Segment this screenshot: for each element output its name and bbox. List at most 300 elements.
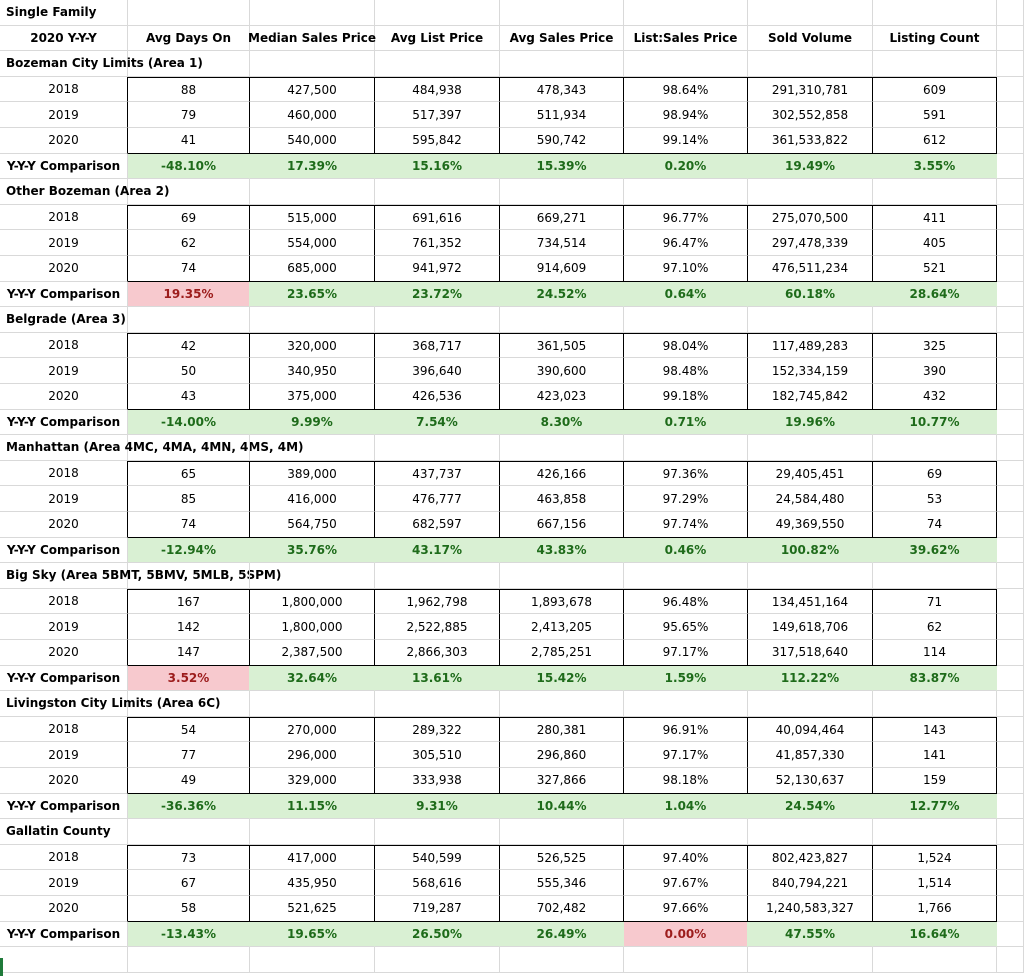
- column-header-cell[interactable]: Avg List Price: [375, 26, 500, 52]
- comparison-cell[interactable]: 0.46%: [624, 538, 748, 564]
- data-cell[interactable]: 49,369,550: [748, 512, 873, 538]
- data-cell[interactable]: 517,397: [375, 102, 500, 128]
- empty-cell[interactable]: [500, 179, 624, 205]
- data-cell[interactable]: 305,510: [375, 742, 500, 768]
- data-cell[interactable]: 65: [128, 461, 250, 487]
- comparison-cell[interactable]: 60.18%: [748, 282, 873, 308]
- empty-cell[interactable]: [128, 563, 250, 589]
- empty-cell[interactable]: [624, 307, 748, 333]
- data-cell[interactable]: 97.40%: [624, 845, 748, 871]
- comparison-cell[interactable]: 100.82%: [748, 538, 873, 564]
- data-cell[interactable]: 2,387,500: [250, 640, 375, 666]
- empty-cell[interactable]: [500, 819, 624, 845]
- data-cell[interactable]: 612: [873, 128, 997, 154]
- data-cell[interactable]: 52,130,637: [748, 768, 873, 794]
- data-cell[interactable]: 941,972: [375, 256, 500, 282]
- section-title-cell[interactable]: Bozeman City Limits (Area 1): [0, 51, 128, 77]
- data-cell[interactable]: 74: [873, 512, 997, 538]
- comparison-cell[interactable]: 11.15%: [250, 794, 375, 820]
- empty-cell[interactable]: [873, 179, 997, 205]
- data-cell[interactable]: 476,511,234: [748, 256, 873, 282]
- data-cell[interactable]: 99.18%: [624, 384, 748, 410]
- data-cell[interactable]: 595,842: [375, 128, 500, 154]
- empty-cell[interactable]: [873, 51, 997, 77]
- data-cell[interactable]: 95.65%: [624, 614, 748, 640]
- comparison-cell[interactable]: 26.50%: [375, 922, 500, 948]
- comparison-cell[interactable]: 23.65%: [250, 282, 375, 308]
- comparison-cell[interactable]: 23.72%: [375, 282, 500, 308]
- empty-cell[interactable]: [997, 922, 1024, 948]
- data-cell[interactable]: 568,616: [375, 870, 500, 896]
- comparison-cell[interactable]: -36.36%: [128, 794, 250, 820]
- comparison-cell-flagged[interactable]: 19.35%: [128, 282, 250, 308]
- empty-cell[interactable]: [748, 819, 873, 845]
- data-cell[interactable]: 98.18%: [624, 768, 748, 794]
- comparison-cell[interactable]: 15.42%: [500, 666, 624, 692]
- comparison-label-cell[interactable]: Y-Y-Y Comparison: [0, 410, 128, 436]
- data-cell[interactable]: 275,070,500: [748, 205, 873, 231]
- empty-cell[interactable]: [624, 947, 748, 973]
- empty-cell[interactable]: [250, 51, 375, 77]
- data-cell[interactable]: 74: [128, 256, 250, 282]
- year-cell[interactable]: 2018: [0, 461, 128, 487]
- empty-cell[interactable]: [128, 819, 250, 845]
- comparison-cell[interactable]: 83.87%: [873, 666, 997, 692]
- empty-cell[interactable]: [250, 563, 375, 589]
- data-cell[interactable]: 460,000: [250, 102, 375, 128]
- data-cell[interactable]: 361,533,822: [748, 128, 873, 154]
- comparison-cell-flagged[interactable]: 3.52%: [128, 666, 250, 692]
- data-cell[interactable]: 96.47%: [624, 230, 748, 256]
- data-cell[interactable]: 368,717: [375, 333, 500, 359]
- empty-cell[interactable]: [624, 691, 748, 717]
- empty-cell[interactable]: [500, 51, 624, 77]
- data-cell[interactable]: 41: [128, 128, 250, 154]
- empty-cell[interactable]: [128, 947, 250, 973]
- data-cell[interactable]: 58: [128, 896, 250, 922]
- data-cell[interactable]: 270,000: [250, 717, 375, 743]
- data-cell[interactable]: 435,950: [250, 870, 375, 896]
- data-cell[interactable]: 375,000: [250, 384, 375, 410]
- year-cell[interactable]: 2020: [0, 384, 128, 410]
- data-cell[interactable]: 69: [128, 205, 250, 231]
- data-cell[interactable]: 1,524: [873, 845, 997, 871]
- empty-cell[interactable]: [997, 128, 1024, 154]
- data-cell[interactable]: 50: [128, 358, 250, 384]
- data-cell[interactable]: 88: [128, 77, 250, 103]
- data-cell[interactable]: 734,514: [500, 230, 624, 256]
- year-cell[interactable]: 2019: [0, 230, 128, 256]
- data-cell[interactable]: 302,552,858: [748, 102, 873, 128]
- empty-cell[interactable]: [873, 0, 997, 26]
- empty-cell[interactable]: [873, 947, 997, 973]
- data-cell[interactable]: 152,334,159: [748, 358, 873, 384]
- comparison-cell[interactable]: 24.54%: [748, 794, 873, 820]
- empty-cell[interactable]: [748, 51, 873, 77]
- empty-cell[interactable]: [748, 435, 873, 461]
- year-cell[interactable]: 2020: [0, 640, 128, 666]
- empty-cell[interactable]: [250, 307, 375, 333]
- data-cell[interactable]: 296,860: [500, 742, 624, 768]
- empty-cell[interactable]: [997, 614, 1024, 640]
- year-cell[interactable]: 2019: [0, 614, 128, 640]
- year-cell[interactable]: 2018: [0, 77, 128, 103]
- comparison-cell[interactable]: 19.65%: [250, 922, 375, 948]
- data-cell[interactable]: 416,000: [250, 486, 375, 512]
- year-cell[interactable]: 2019: [0, 102, 128, 128]
- empty-cell[interactable]: [500, 435, 624, 461]
- empty-cell[interactable]: [624, 51, 748, 77]
- empty-cell[interactable]: [997, 77, 1024, 103]
- comparison-cell[interactable]: -13.43%: [128, 922, 250, 948]
- comparison-cell[interactable]: 39.62%: [873, 538, 997, 564]
- comparison-cell[interactable]: 15.16%: [375, 154, 500, 180]
- comparison-cell[interactable]: -12.94%: [128, 538, 250, 564]
- empty-cell[interactable]: [997, 870, 1024, 896]
- comparison-cell[interactable]: 1.04%: [624, 794, 748, 820]
- empty-cell[interactable]: [375, 563, 500, 589]
- year-cell[interactable]: 2020: [0, 512, 128, 538]
- section-title-cell[interactable]: Manhattan (Area 4MC, 4MA, 4MN, 4MS, 4M): [0, 435, 128, 461]
- year-cell[interactable]: 2019: [0, 870, 128, 896]
- data-cell[interactable]: 2,413,205: [500, 614, 624, 640]
- data-cell[interactable]: 85: [128, 486, 250, 512]
- empty-cell[interactable]: [997, 461, 1024, 487]
- data-cell[interactable]: 149,618,706: [748, 614, 873, 640]
- empty-cell[interactable]: [997, 179, 1024, 205]
- data-cell[interactable]: 98.04%: [624, 333, 748, 359]
- comparison-cell[interactable]: 12.77%: [873, 794, 997, 820]
- data-cell[interactable]: 463,858: [500, 486, 624, 512]
- data-cell[interactable]: 682,597: [375, 512, 500, 538]
- data-cell[interactable]: 291,310,781: [748, 77, 873, 103]
- empty-cell[interactable]: [128, 51, 250, 77]
- data-cell[interactable]: 73: [128, 845, 250, 871]
- year-cell[interactable]: 2020: [0, 896, 128, 922]
- empty-cell[interactable]: [997, 102, 1024, 128]
- comparison-cell[interactable]: 13.61%: [375, 666, 500, 692]
- data-cell[interactable]: 591: [873, 102, 997, 128]
- data-cell[interactable]: 540,000: [250, 128, 375, 154]
- data-cell[interactable]: 97.36%: [624, 461, 748, 487]
- data-cell[interactable]: 432: [873, 384, 997, 410]
- data-cell[interactable]: 2,522,885: [375, 614, 500, 640]
- data-cell[interactable]: 389,000: [250, 461, 375, 487]
- empty-cell[interactable]: [375, 51, 500, 77]
- data-cell[interactable]: 49: [128, 768, 250, 794]
- year-cell[interactable]: 2018: [0, 589, 128, 615]
- data-cell[interactable]: 426,536: [375, 384, 500, 410]
- data-cell[interactable]: 555,346: [500, 870, 624, 896]
- comparison-cell[interactable]: 47.55%: [748, 922, 873, 948]
- data-cell[interactable]: 98.94%: [624, 102, 748, 128]
- section-title-cell[interactable]: Other Bozeman (Area 2): [0, 179, 128, 205]
- column-header-cell[interactable]: 2020 Y-Y-Y: [0, 26, 128, 52]
- empty-cell[interactable]: [997, 230, 1024, 256]
- data-cell[interactable]: 427,500: [250, 77, 375, 103]
- empty-cell[interactable]: [997, 26, 1024, 52]
- comparison-cell-flagged[interactable]: 0.00%: [624, 922, 748, 948]
- data-cell[interactable]: 41,857,330: [748, 742, 873, 768]
- column-header-cell[interactable]: Listing Count: [873, 26, 997, 52]
- comparison-label-cell[interactable]: Y-Y-Y Comparison: [0, 666, 128, 692]
- data-cell[interactable]: 96.77%: [624, 205, 748, 231]
- empty-cell[interactable]: [997, 282, 1024, 308]
- comparison-cell[interactable]: 17.39%: [250, 154, 375, 180]
- data-cell[interactable]: 297,478,339: [748, 230, 873, 256]
- data-cell[interactable]: 67: [128, 870, 250, 896]
- column-header-cell[interactable]: List:Sales Price: [624, 26, 748, 52]
- comparison-cell[interactable]: 19.49%: [748, 154, 873, 180]
- empty-cell[interactable]: [624, 563, 748, 589]
- empty-cell[interactable]: [997, 563, 1024, 589]
- data-cell[interactable]: 317,518,640: [748, 640, 873, 666]
- data-cell[interactable]: 2,866,303: [375, 640, 500, 666]
- section-title-cell[interactable]: Livingston City Limits (Area 6C): [0, 691, 128, 717]
- empty-cell[interactable]: [748, 691, 873, 717]
- empty-cell[interactable]: [375, 691, 500, 717]
- empty-cell[interactable]: [500, 0, 624, 26]
- comparison-cell[interactable]: 32.64%: [250, 666, 375, 692]
- empty-cell[interactable]: [128, 0, 250, 26]
- empty-cell[interactable]: [997, 512, 1024, 538]
- comparison-cell[interactable]: 16.64%: [873, 922, 997, 948]
- data-cell[interactable]: 333,938: [375, 768, 500, 794]
- data-cell[interactable]: 411: [873, 205, 997, 231]
- data-cell[interactable]: 540,599: [375, 845, 500, 871]
- data-cell[interactable]: 325: [873, 333, 997, 359]
- data-cell[interactable]: 417,000: [250, 845, 375, 871]
- comparison-cell[interactable]: 1.59%: [624, 666, 748, 692]
- empty-cell[interactable]: [997, 896, 1024, 922]
- empty-cell[interactable]: [375, 0, 500, 26]
- data-cell[interactable]: 99.14%: [624, 128, 748, 154]
- data-cell[interactable]: 97.66%: [624, 896, 748, 922]
- empty-cell[interactable]: [748, 0, 873, 26]
- empty-cell[interactable]: [997, 794, 1024, 820]
- empty-cell[interactable]: [997, 154, 1024, 180]
- empty-cell[interactable]: [997, 486, 1024, 512]
- empty-cell[interactable]: [997, 742, 1024, 768]
- empty-cell[interactable]: [873, 307, 997, 333]
- year-cell[interactable]: 2019: [0, 486, 128, 512]
- data-cell[interactable]: 1,514: [873, 870, 997, 896]
- empty-cell[interactable]: [128, 691, 250, 717]
- data-cell[interactable]: 914,609: [500, 256, 624, 282]
- comparison-label-cell[interactable]: Y-Y-Y Comparison: [0, 922, 128, 948]
- data-cell[interactable]: 685,000: [250, 256, 375, 282]
- data-cell[interactable]: 96.48%: [624, 589, 748, 615]
- data-cell[interactable]: 521,625: [250, 896, 375, 922]
- empty-cell[interactable]: [997, 640, 1024, 666]
- empty-cell[interactable]: [997, 358, 1024, 384]
- data-cell[interactable]: 484,938: [375, 77, 500, 103]
- empty-cell[interactable]: [250, 691, 375, 717]
- empty-cell[interactable]: [748, 179, 873, 205]
- data-cell[interactable]: 327,866: [500, 768, 624, 794]
- comparison-cell[interactable]: 3.55%: [873, 154, 997, 180]
- empty-cell[interactable]: [997, 819, 1024, 845]
- section-title-cell[interactable]: Gallatin County: [0, 819, 128, 845]
- empty-cell[interactable]: [997, 538, 1024, 564]
- sheet-title-cell[interactable]: Single Family: [0, 0, 128, 26]
- comparison-cell[interactable]: -48.10%: [128, 154, 250, 180]
- data-cell[interactable]: 97.67%: [624, 870, 748, 896]
- data-cell[interactable]: 79: [128, 102, 250, 128]
- comparison-label-cell[interactable]: Y-Y-Y Comparison: [0, 794, 128, 820]
- year-cell[interactable]: 2018: [0, 205, 128, 231]
- data-cell[interactable]: 515,000: [250, 205, 375, 231]
- empty-cell[interactable]: [500, 563, 624, 589]
- comparison-cell[interactable]: 7.54%: [375, 410, 500, 436]
- data-cell[interactable]: 147: [128, 640, 250, 666]
- empty-cell[interactable]: [873, 691, 997, 717]
- empty-cell[interactable]: [250, 435, 375, 461]
- data-cell[interactable]: 426,166: [500, 461, 624, 487]
- empty-cell[interactable]: [250, 819, 375, 845]
- empty-cell[interactable]: [748, 307, 873, 333]
- empty-cell[interactable]: [997, 947, 1024, 973]
- empty-cell[interactable]: [128, 307, 250, 333]
- data-cell[interactable]: 390: [873, 358, 997, 384]
- data-cell[interactable]: 167: [128, 589, 250, 615]
- empty-cell[interactable]: [624, 819, 748, 845]
- comparison-cell[interactable]: 9.99%: [250, 410, 375, 436]
- empty-cell[interactable]: [500, 691, 624, 717]
- data-cell[interactable]: 702,482: [500, 896, 624, 922]
- empty-cell[interactable]: [250, 179, 375, 205]
- data-cell[interactable]: 296,000: [250, 742, 375, 768]
- data-cell[interactable]: 141: [873, 742, 997, 768]
- data-cell[interactable]: 511,934: [500, 102, 624, 128]
- data-cell[interactable]: 476,777: [375, 486, 500, 512]
- section-title-cell[interactable]: Belgrade (Area 3): [0, 307, 128, 333]
- data-cell[interactable]: 24,584,480: [748, 486, 873, 512]
- data-cell[interactable]: 329,000: [250, 768, 375, 794]
- comparison-cell[interactable]: 0.71%: [624, 410, 748, 436]
- empty-cell[interactable]: [624, 435, 748, 461]
- comparison-cell[interactable]: 15.39%: [500, 154, 624, 180]
- data-cell[interactable]: 1,800,000: [250, 614, 375, 640]
- data-cell[interactable]: 43: [128, 384, 250, 410]
- comparison-cell[interactable]: 0.64%: [624, 282, 748, 308]
- empty-cell[interactable]: [375, 307, 500, 333]
- data-cell[interactable]: 609: [873, 77, 997, 103]
- column-header-cell[interactable]: Avg Sales Price: [500, 26, 624, 52]
- data-cell[interactable]: 182,745,842: [748, 384, 873, 410]
- data-cell[interactable]: 96.91%: [624, 717, 748, 743]
- year-cell[interactable]: 2018: [0, 333, 128, 359]
- data-cell[interactable]: 134,451,164: [748, 589, 873, 615]
- comparison-label-cell[interactable]: Y-Y-Y Comparison: [0, 282, 128, 308]
- data-cell[interactable]: 97.17%: [624, 640, 748, 666]
- data-cell[interactable]: 142: [128, 614, 250, 640]
- empty-cell[interactable]: [997, 589, 1024, 615]
- column-header-cell[interactable]: Sold Volume: [748, 26, 873, 52]
- data-cell[interactable]: 526,525: [500, 845, 624, 871]
- comparison-cell[interactable]: 43.83%: [500, 538, 624, 564]
- data-cell[interactable]: 97.74%: [624, 512, 748, 538]
- comparison-cell[interactable]: 28.64%: [873, 282, 997, 308]
- data-cell[interactable]: 98.48%: [624, 358, 748, 384]
- column-header-cell[interactable]: Avg Days On: [128, 26, 250, 52]
- data-cell[interactable]: 114: [873, 640, 997, 666]
- empty-cell[interactable]: [997, 435, 1024, 461]
- data-cell[interactable]: 98.64%: [624, 77, 748, 103]
- data-cell[interactable]: 423,023: [500, 384, 624, 410]
- empty-cell[interactable]: [997, 410, 1024, 436]
- data-cell[interactable]: 97.29%: [624, 486, 748, 512]
- data-cell[interactable]: 667,156: [500, 512, 624, 538]
- empty-cell[interactable]: [997, 256, 1024, 282]
- year-cell[interactable]: 2018: [0, 845, 128, 871]
- empty-cell[interactable]: [500, 307, 624, 333]
- data-cell[interactable]: 521: [873, 256, 997, 282]
- empty-cell[interactable]: [997, 333, 1024, 359]
- data-cell[interactable]: 802,423,827: [748, 845, 873, 871]
- data-cell[interactable]: 77: [128, 742, 250, 768]
- comparison-cell[interactable]: 0.20%: [624, 154, 748, 180]
- data-cell[interactable]: 719,287: [375, 896, 500, 922]
- data-cell[interactable]: 691,616: [375, 205, 500, 231]
- empty-cell[interactable]: [997, 845, 1024, 871]
- comparison-label-cell[interactable]: Y-Y-Y Comparison: [0, 538, 128, 564]
- data-cell[interactable]: 71: [873, 589, 997, 615]
- year-cell[interactable]: 2020: [0, 128, 128, 154]
- data-cell[interactable]: 437,737: [375, 461, 500, 487]
- data-cell[interactable]: 590,742: [500, 128, 624, 154]
- data-cell[interactable]: 405: [873, 230, 997, 256]
- comparison-cell[interactable]: 10.77%: [873, 410, 997, 436]
- data-cell[interactable]: 53: [873, 486, 997, 512]
- data-cell[interactable]: 97.17%: [624, 742, 748, 768]
- data-cell[interactable]: 29,405,451: [748, 461, 873, 487]
- data-cell[interactable]: 761,352: [375, 230, 500, 256]
- data-cell[interactable]: 40,094,464: [748, 717, 873, 743]
- data-cell[interactable]: 97.10%: [624, 256, 748, 282]
- data-cell[interactable]: 361,505: [500, 333, 624, 359]
- empty-cell[interactable]: [997, 691, 1024, 717]
- year-cell[interactable]: 2020: [0, 768, 128, 794]
- comparison-cell[interactable]: 9.31%: [375, 794, 500, 820]
- empty-cell[interactable]: [500, 947, 624, 973]
- comparison-cell[interactable]: -14.00%: [128, 410, 250, 436]
- empty-cell[interactable]: [997, 51, 1024, 77]
- data-cell[interactable]: 1,240,583,327: [748, 896, 873, 922]
- empty-cell[interactable]: [0, 947, 128, 973]
- data-cell[interactable]: 1,800,000: [250, 589, 375, 615]
- empty-cell[interactable]: [128, 435, 250, 461]
- comparison-cell[interactable]: 35.76%: [250, 538, 375, 564]
- data-cell[interactable]: 1,962,798: [375, 589, 500, 615]
- comparison-cell[interactable]: 26.49%: [500, 922, 624, 948]
- section-title-cell[interactable]: Big Sky (Area 5BMT, 5BMV, 5MLB, 5SPM): [0, 563, 128, 589]
- data-cell[interactable]: 62: [873, 614, 997, 640]
- comparison-cell[interactable]: 10.44%: [500, 794, 624, 820]
- comparison-cell[interactable]: 8.30%: [500, 410, 624, 436]
- data-cell[interactable]: 74: [128, 512, 250, 538]
- empty-cell[interactable]: [873, 563, 997, 589]
- empty-cell[interactable]: [375, 947, 500, 973]
- empty-cell[interactable]: [997, 717, 1024, 743]
- empty-cell[interactable]: [997, 0, 1024, 26]
- year-cell[interactable]: 2019: [0, 742, 128, 768]
- comparison-cell[interactable]: 24.52%: [500, 282, 624, 308]
- year-cell[interactable]: 2018: [0, 717, 128, 743]
- empty-cell[interactable]: [375, 435, 500, 461]
- data-cell[interactable]: 69: [873, 461, 997, 487]
- data-cell[interactable]: 54: [128, 717, 250, 743]
